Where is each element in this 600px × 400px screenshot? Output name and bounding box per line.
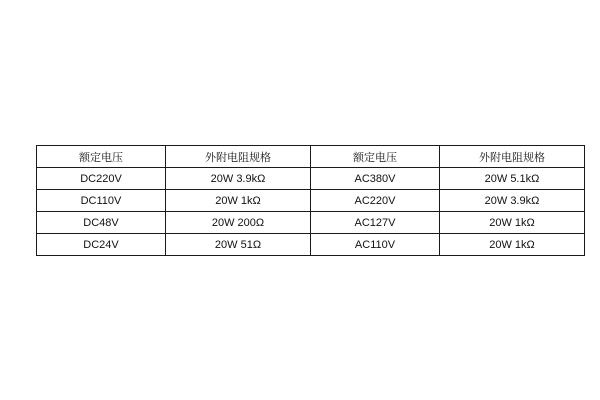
table-row [37, 212, 585, 234]
table-row [37, 168, 585, 190]
table-cell-resistor-dc: 20W 51Ω [166, 234, 311, 256]
table-cell-resistor-dc: 20W 1kΩ [166, 190, 311, 212]
table-header-cell-resistor-spec-left: 外附电阻规格 [166, 146, 311, 168]
table-cell-resistor-ac: 20W 3.9kΩ [440, 190, 585, 212]
voltage-resistor-spec-table [36, 145, 585, 256]
table-header-cell-rated-voltage-left: 额定电压 [37, 146, 166, 168]
spec-table-container [36, 145, 564, 256]
table-cell-resistor-dc: 20W 200Ω [166, 212, 311, 234]
table-header-cell-rated-voltage-right: 额定电压 [311, 146, 440, 168]
table-row [37, 234, 585, 256]
table-cell-voltage-dc: DC24V [37, 234, 166, 256]
table-cell-voltage-dc: DC48V [37, 212, 166, 234]
table-cell-voltage-ac: AC127V [311, 212, 440, 234]
table-header-cell-resistor-spec-right: 外附电阻规格 [440, 146, 585, 168]
table-cell-resistor-dc: 20W 3.9kΩ [166, 168, 311, 190]
table-cell-resistor-ac: 20W 1kΩ [440, 212, 585, 234]
table-cell-resistor-ac: 20W 1kΩ [440, 234, 585, 256]
table-header-row [37, 146, 585, 168]
table-cell-voltage-ac: AC110V [311, 234, 440, 256]
table-cell-voltage-ac: AC220V [311, 190, 440, 212]
table-row [37, 190, 585, 212]
table-cell-voltage-dc: DC110V [37, 190, 166, 212]
table-cell-voltage-ac: AC380V [311, 168, 440, 190]
table-cell-resistor-ac: 20W 5.1kΩ [440, 168, 585, 190]
table-cell-voltage-dc: DC220V [37, 168, 166, 190]
